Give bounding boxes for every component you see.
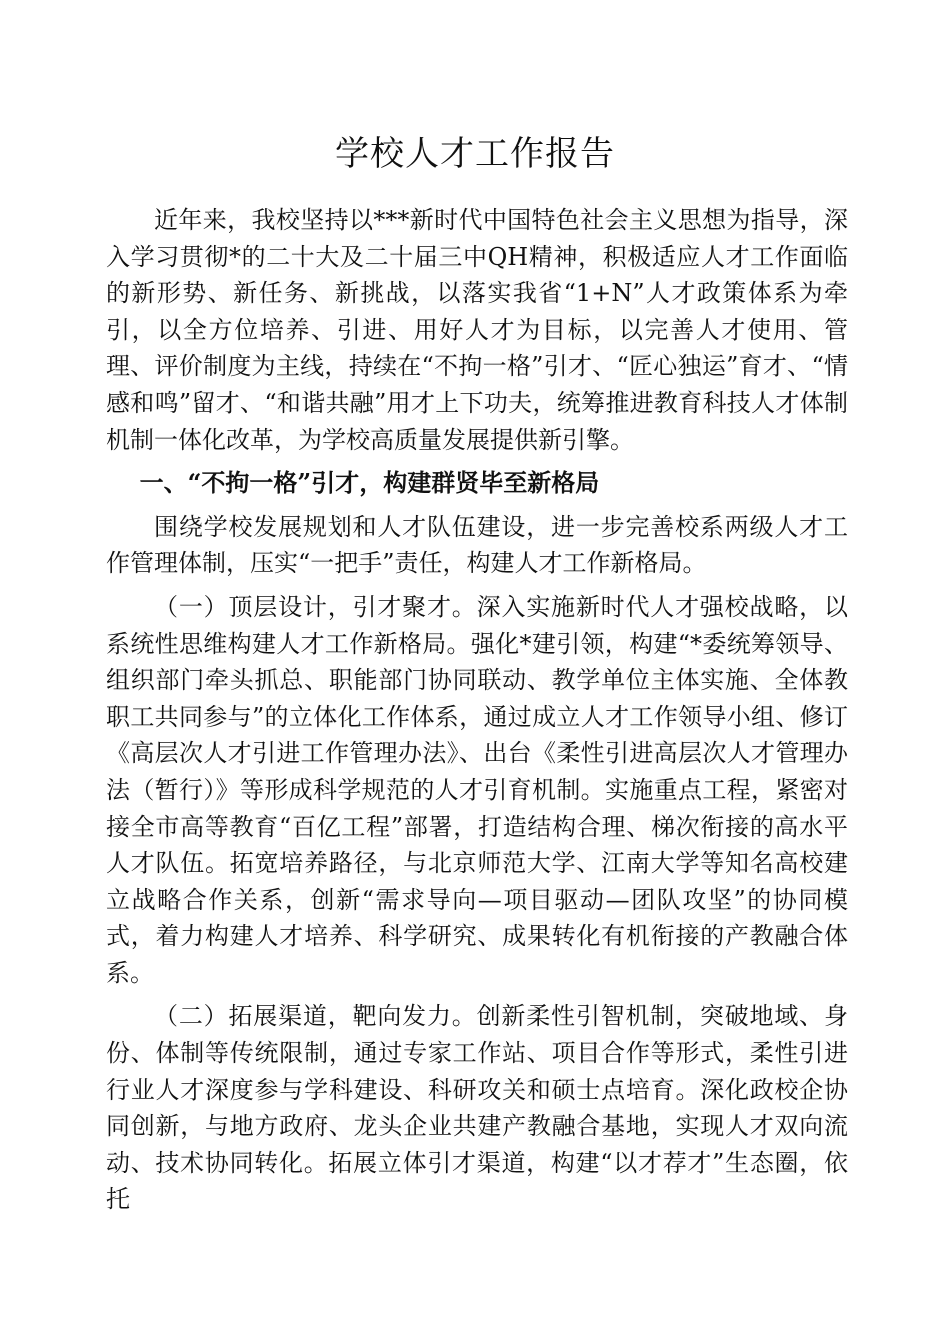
- subsection-2-paragraph: （二）拓展渠道，靶向发力。创新柔性引智机制，突破地域、身份、体制等传统限制，通过专家工作站、项目合作等形式，柔性引进行业人才深度参与学科建设、科研攻关和硕士点培育。深化政校企协同创新，与地方政府、龙头企业共建产教融合基地，实现人才双向流动、技术协同转化。拓展立体引才渠道，构建“以才荐才”生态圈，依托: [106, 1002, 848, 1214]
- document-title: 学校人才工作报告: [335, 134, 615, 174]
- section-heading-1: 一、“不拘一格”引才，构建群贤毕至新格局: [139, 468, 600, 498]
- intro-paragraph: 近年来，我校坚持以***新时代中国特色社会主义思想为指导，深入学习贯彻*的二十大及二十届三中QH精神，积极适应人才工作面临的新形势、新任务、新挑战，以落实我省“1+N”人才政策体系为牵引，以全方位培养、引进、用好人才为目标，以完善人才使用、管理、评价制度为主线，持续在“不拘一格”引才、“匠心独运”育才、“情感和鸣”留才、“和谐共融”用才上下功夫，统筹推进教育科技人才体制机制一体化改革，为学校高质量发展提供新引擎。: [106, 206, 848, 454]
- section-1-intro-paragraph: 围绕学校发展规划和人才队伍建设，进一步完善校系两级人才工作管理体制，压实“一把手”责任，构建人才工作新格局。: [106, 512, 848, 578]
- document-body: [106, 202, 848, 1225]
- subsection-1-paragraph: （一）顶层设计，引才聚才。深入实施新时代人才强校战略，以系统性思维构建人才工作新格局。强化*建引领，构建“*委统筹领导、组织部门牵头抓总、职能部门协同联动、教学单位主体实施、全体教职工共同参与”的立体化工作体系，通过成立人才工作领导小组、修订《高层次人才引进工作管理办法》、出台《柔性引进高层次人才管理办法（暂行）》等形成科学规范的人才引育机制。实施重点工程，紧密对接全市高等教育“百亿工程”部署，打造结构合理、梯次衔接的高水平人才队伍。拓宽培养路径，与北京师范大学、江南大学等知名高校建立战略合作关系，创新“需求导向—项目驱动—团队攻坚”的协同模式，着力构建人才培养、科学研究、成果转化有机衔接的产教融合体系。: [106, 592, 848, 987]
